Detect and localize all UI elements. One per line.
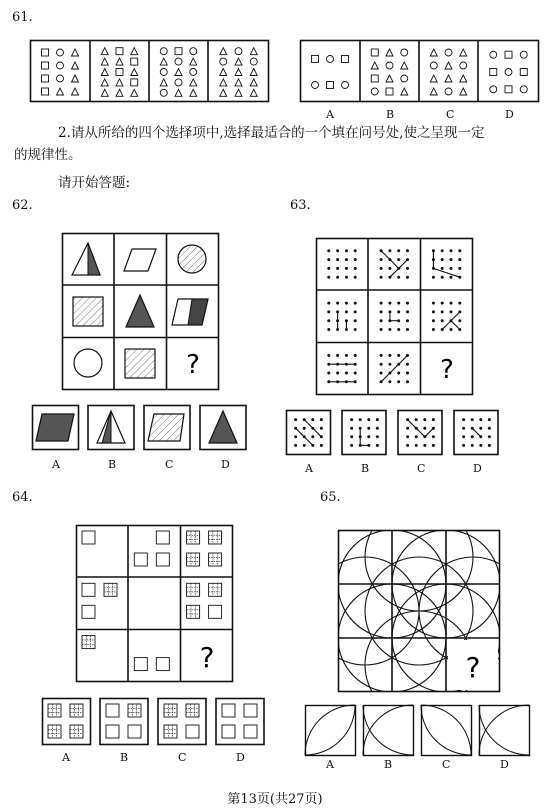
q61-option-c-label: C: [446, 108, 455, 121]
q62-option-d-label: D: [221, 458, 230, 471]
q63-option-c-label: C: [417, 462, 426, 475]
question-number-61: 61.: [12, 10, 33, 25]
q63-option-d-label: D: [473, 462, 482, 475]
q62-option-b-label: B: [108, 458, 117, 471]
start-answering-text: 请开始答题:: [58, 175, 131, 191]
q63-options-figure: [286, 410, 506, 458]
q61-options-figure: [300, 40, 540, 102]
q62-question-mark: ?: [186, 350, 200, 380]
q62-options-figure: [32, 405, 252, 451]
q65-option-d-label: D: [500, 758, 509, 771]
q65-matrix-figure: [338, 530, 502, 694]
q63-option-a-label: A: [305, 462, 313, 475]
q61-option-d-label: D: [505, 108, 514, 121]
q62-option-c-label: C: [165, 458, 174, 471]
instruction-line-2: 的规律性。: [14, 147, 82, 163]
instruction-line-1: 2.请从所给的四个选择项中,选择最适合的一个填在问号处,使之呈现一定: [58, 125, 485, 141]
q64-option-d-label: D: [236, 751, 245, 764]
question-number-65: 65.: [320, 490, 341, 505]
q62-option-a-label: A: [52, 458, 60, 471]
question-number-63: 63.: [290, 198, 311, 213]
q64-option-a-label: A: [62, 751, 70, 764]
q65-question-mark: ?: [465, 651, 481, 684]
question-number-62: 62.: [12, 198, 33, 213]
q61-option-a-label: A: [326, 108, 334, 121]
q65-option-c-label: C: [442, 758, 451, 771]
q64-option-b-label: B: [120, 751, 129, 764]
q64-options-figure: [42, 698, 272, 748]
q61-stem-figure: [30, 40, 270, 102]
q65-option-a-label: A: [326, 758, 334, 771]
q65-options-figure: [305, 705, 545, 757]
q62-matrix-figure: [62, 233, 220, 391]
q63-matrix-figure: [316, 238, 474, 396]
q63-option-b-label: B: [361, 462, 370, 475]
q63-question-mark: ?: [440, 355, 454, 385]
q65-option-b-label: B: [384, 758, 393, 771]
q64-question-mark: ?: [199, 641, 215, 674]
page-footer: 第13页(共27页): [227, 792, 323, 807]
question-number-64: 64.: [12, 490, 33, 505]
q64-matrix-figure: [76, 525, 234, 683]
q61-option-b-label: B: [386, 108, 395, 121]
q64-option-c-label: C: [178, 751, 187, 764]
